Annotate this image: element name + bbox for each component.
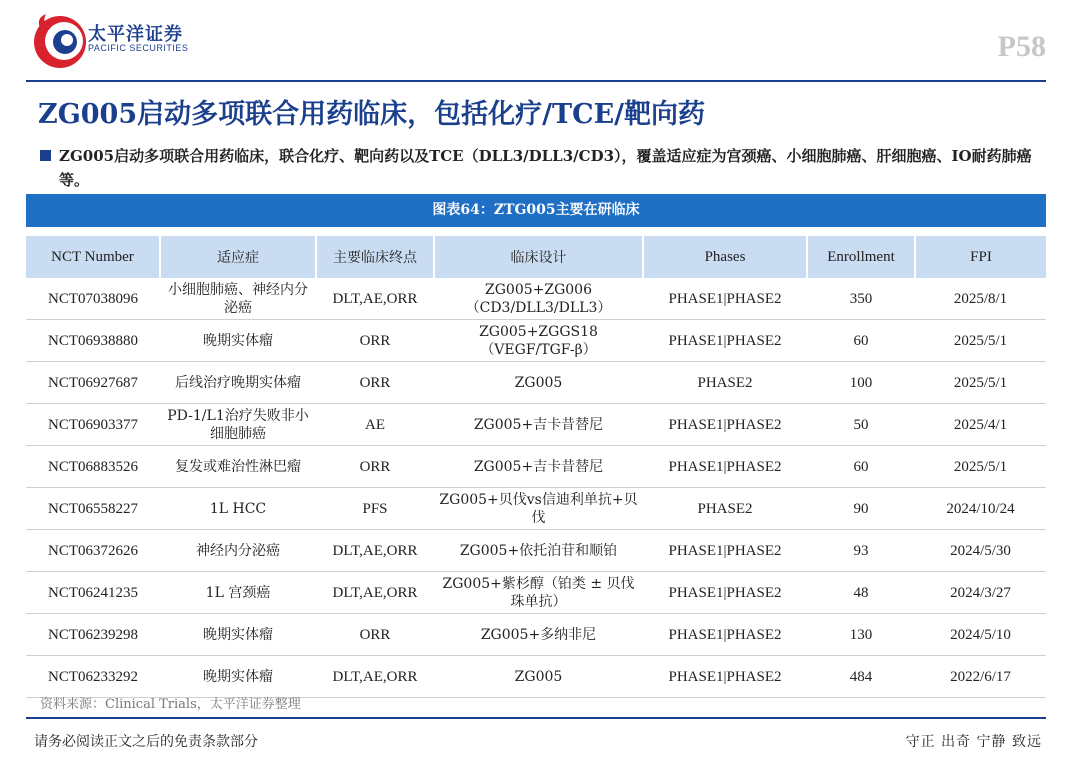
column-header: NCT Number xyxy=(26,236,160,278)
table-cell: 50 xyxy=(807,404,915,446)
disclaimer-note: 请务必阅读正文之后的免责条款部分 xyxy=(34,734,258,750)
page-title: ZG005启动多项联合用药临床，包括化疗/TCE/靶向药 xyxy=(38,99,706,130)
table-cell: ZG005 xyxy=(434,656,643,698)
table-cell: 93 xyxy=(807,530,915,572)
header-divider xyxy=(26,80,1046,82)
footer-divider xyxy=(26,717,1046,719)
table-cell: ZG005+吉卡昔替尼 xyxy=(434,404,643,446)
column-header: Enrollment xyxy=(807,236,915,278)
table-cell: 2025/8/1 xyxy=(915,278,1046,320)
table-cell: 1L HCC xyxy=(160,488,316,530)
table-cell: PHASE1|PHASE2 xyxy=(643,656,807,698)
table-cell: PHASE1|PHASE2 xyxy=(643,278,807,320)
table-cell: 60 xyxy=(807,320,915,362)
column-header: 适应症 xyxy=(160,236,316,278)
table-cell: AE xyxy=(316,404,434,446)
table-cell: ZG005 xyxy=(434,362,643,404)
table-row xyxy=(26,488,1046,530)
column-header: 临床设计 xyxy=(434,236,643,278)
table-header-row xyxy=(26,236,1046,278)
table-cell: PHASE2 xyxy=(643,362,807,404)
table-cell: 晚期实体瘤 xyxy=(160,320,316,362)
table-cell: ZG005+多纳非尼 xyxy=(434,614,643,656)
table-cell: NCT07038096 xyxy=(26,278,160,320)
table-cell: 350 xyxy=(807,278,915,320)
column-header: FPI xyxy=(915,236,1046,278)
table-cell: 后线治疗晚期实体瘤 xyxy=(160,362,316,404)
page-number: P58 xyxy=(997,30,1046,63)
table-cell: 2024/3/27 xyxy=(915,572,1046,614)
table-row xyxy=(26,572,1046,614)
source-note: 资料来源：Clinical Trials，太平洋证券整理 xyxy=(40,697,301,712)
table-cell: 60 xyxy=(807,446,915,488)
table-cell: 晚期实体瘤 xyxy=(160,656,316,698)
table-cell: 100 xyxy=(807,362,915,404)
table-row xyxy=(26,656,1046,698)
table-cell: PHASE1|PHASE2 xyxy=(643,404,807,446)
table-row xyxy=(26,404,1046,446)
table-cell: ZG005+贝伐vs信迪利单抗+贝伐 xyxy=(434,488,643,530)
table-cell: NCT06927687 xyxy=(26,362,160,404)
table-cell: ZG005+紫杉醇（铂类 ± 贝伐珠单抗） xyxy=(434,572,643,614)
table-cell: 130 xyxy=(807,614,915,656)
brand-name-en: PACIFIC SECURITIES xyxy=(88,43,189,53)
table-row xyxy=(26,614,1046,656)
summary-text: ZG005启动多项联合用药临床，联合化疗、靶向药以及TCE（DLL3/DLL3/CD3），覆盖适应症为宫颈癌、小细胞肺癌、肝细胞癌、IO耐药肺癌等。 xyxy=(59,147,1032,189)
table-cell: PHASE2 xyxy=(643,488,807,530)
table-cell: PD-1/L1治疗失败非小细胞肺癌 xyxy=(160,404,316,446)
table-cell: 小细胞肺癌、神经内分泌癌 xyxy=(160,278,316,320)
table-cell: DLT,AE,ORR xyxy=(316,530,434,572)
table-cell: 2025/4/1 xyxy=(915,404,1046,446)
clinical-trials-table xyxy=(26,236,1046,698)
table-cell: NCT06241235 xyxy=(26,572,160,614)
table-caption: 图表64：ZTG005主要在研临床 xyxy=(26,194,1046,227)
table-cell: ORR xyxy=(316,320,434,362)
table-cell: PHASE1|PHASE2 xyxy=(643,320,807,362)
column-header: Phases xyxy=(643,236,807,278)
table-cell: 2025/5/1 xyxy=(915,362,1046,404)
table-cell: PHASE1|PHASE2 xyxy=(643,530,807,572)
table-cell: PHASE1|PHASE2 xyxy=(643,614,807,656)
table-cell: 2024/10/24 xyxy=(915,488,1046,530)
table-cell: DLT,AE,ORR xyxy=(316,656,434,698)
table-cell: NCT06903377 xyxy=(26,404,160,446)
table-cell: ORR xyxy=(316,614,434,656)
table-cell: 90 xyxy=(807,488,915,530)
table-row xyxy=(26,320,1046,362)
table-cell: PFS xyxy=(316,488,434,530)
table-cell: ORR xyxy=(316,446,434,488)
table-cell: 2022/6/17 xyxy=(915,656,1046,698)
table-cell: ZG005+ZG006（CD3/DLL3/DLL3） xyxy=(434,278,643,320)
table-cell: PHASE1|PHASE2 xyxy=(643,572,807,614)
table-cell: 晚期实体瘤 xyxy=(160,614,316,656)
table-cell: 48 xyxy=(807,572,915,614)
table-cell: NCT06372626 xyxy=(26,530,160,572)
table-cell: 复发或难治性淋巴瘤 xyxy=(160,446,316,488)
table-cell: NCT06883526 xyxy=(26,446,160,488)
table-cell: 2025/5/1 xyxy=(915,320,1046,362)
table-cell: ZG005+ZGGS18（VEGF/TGF-β） xyxy=(434,320,643,362)
table-cell: ZG005+依托泊苷和顺铂 xyxy=(434,530,643,572)
table-body xyxy=(26,278,1046,698)
table-cell: 1L 宫颈癌 xyxy=(160,572,316,614)
table-cell: ZG005+吉卡昔替尼 xyxy=(434,446,643,488)
table-cell: 2024/5/30 xyxy=(915,530,1046,572)
summary-bullet xyxy=(40,144,1040,192)
table-row xyxy=(26,446,1046,488)
table-cell: 神经内分泌癌 xyxy=(160,530,316,572)
table-cell: NCT06938880 xyxy=(26,320,160,362)
company-logo-icon xyxy=(28,8,92,72)
table-cell: NCT06239298 xyxy=(26,614,160,656)
table-cell: ORR xyxy=(316,362,434,404)
table-row xyxy=(26,278,1046,320)
company-motto: 守正 出奇 宁静 致远 xyxy=(905,734,1042,750)
table-cell: 2025/5/1 xyxy=(915,446,1046,488)
table-cell: NCT06233292 xyxy=(26,656,160,698)
table-cell: PHASE1|PHASE2 xyxy=(643,446,807,488)
table-cell: NCT06558227 xyxy=(26,488,160,530)
table-row xyxy=(26,362,1046,404)
column-header: 主要临床终点 xyxy=(316,236,434,278)
table-cell: DLT,AE,ORR xyxy=(316,572,434,614)
table-row xyxy=(26,530,1046,572)
table-cell: DLT,AE,ORR xyxy=(316,278,434,320)
brand-name-cn: 太平洋证券 xyxy=(88,24,183,45)
table-cell: 2024/5/10 xyxy=(915,614,1046,656)
table-cell: 484 xyxy=(807,656,915,698)
bullet-square-icon xyxy=(40,150,51,161)
